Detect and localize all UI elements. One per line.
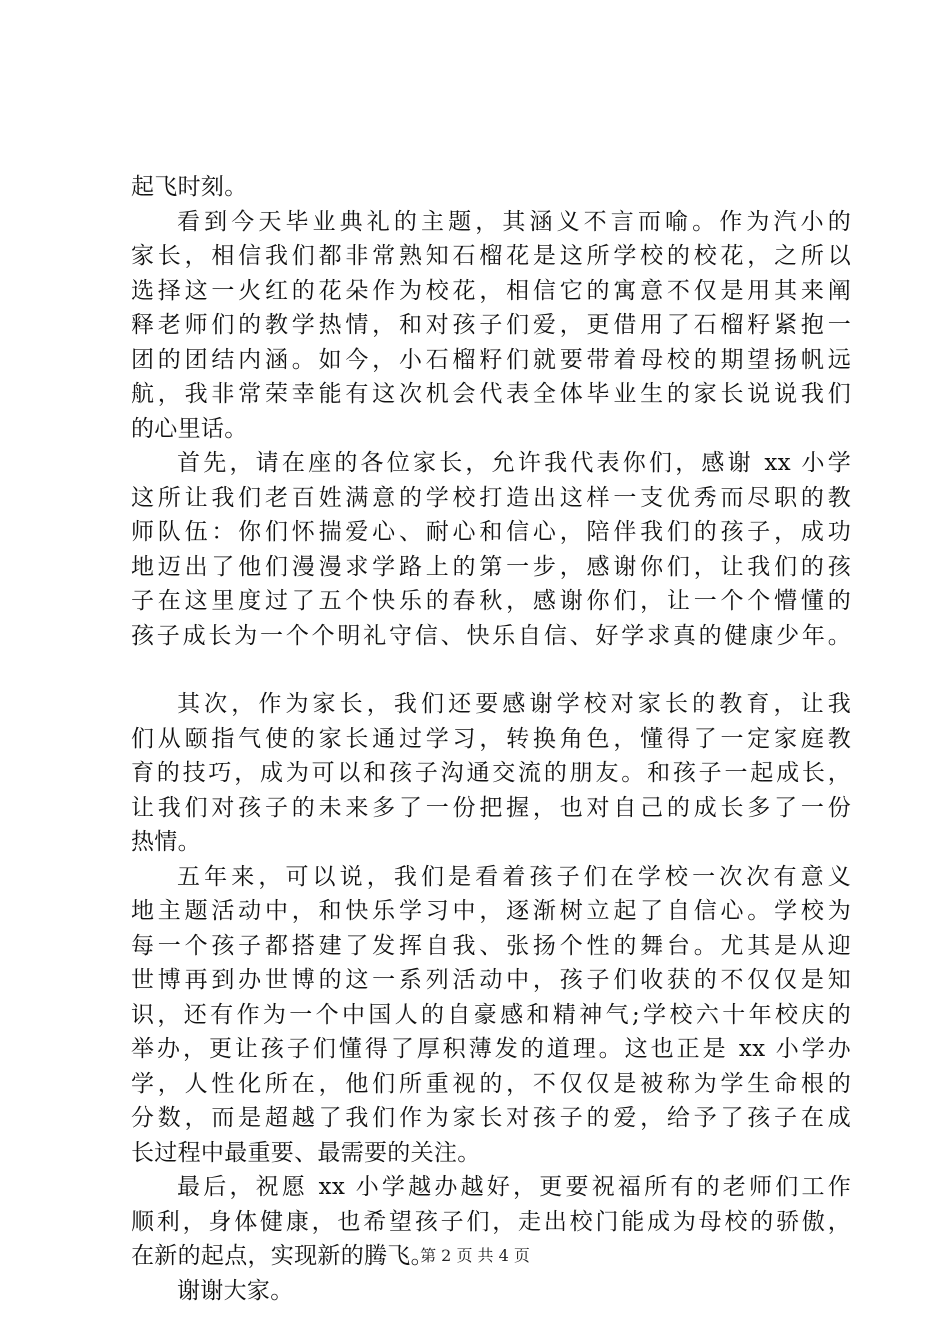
paragraph xyxy=(131,1274,851,1309)
text-line: 五年来，可以说，我们是看着孩子们在学校一次次有意义 xyxy=(177,863,851,890)
text-line: 孩子成长为一个个明礼守信、快乐自信、好学求真的健康少年。 xyxy=(131,622,851,649)
text-line: 每一个孩子都搭建了发挥自我、张扬个性的舞台。尤其是从迎 xyxy=(131,932,851,959)
text-line: 这所让我们老百姓满意的学校打造出这样一支优秀而尽职的教 xyxy=(131,484,851,511)
paragraph-gap xyxy=(131,653,851,687)
text-line: 顺利，身体健康，也希望孩子们，走出校门能成为母校的骄傲， xyxy=(131,1208,851,1235)
text-line: 地主题活动中，和快乐学习中，逐渐树立起了自信心。学校为 xyxy=(131,898,851,924)
text-line: 首先，请在座的各位家长，允许我代表你们，感谢 xx 小学 xyxy=(177,450,851,476)
text-line: 让我们对孩子的未来多了一份把握，也对自己的成长多了一份 xyxy=(131,794,851,821)
text-line: 地迈出了他们漫漫求学路上的第一步，感谢你们，让我们的孩 xyxy=(131,553,851,580)
paragraph xyxy=(131,205,851,447)
text-line: 们从颐指气使的家长通过学习，转换角色，懂得了一定家庭教 xyxy=(131,725,851,752)
document-body xyxy=(131,170,851,1308)
text-line: 选择这一火红的花朵作为校花，相信它的寓意不仅是用其来阐 xyxy=(131,277,851,304)
text-line: 长过程中最重要、最需要的关注。 xyxy=(131,1139,481,1166)
text-line: 子在这里度过了五个快乐的春秋，感谢你们，让一个个懵懂的 xyxy=(131,588,851,614)
text-line: 看到今天毕业典礼的主题，其涵义不言而喻。作为汽小的 xyxy=(177,208,851,235)
paragraph xyxy=(131,170,851,205)
text-line: 航，我非常荣幸能有这次机会代表全体毕业生的家长说说我们 xyxy=(131,381,851,407)
text-line: 的心里话。 xyxy=(131,415,248,442)
text-line: 谢谢大家。 xyxy=(177,1277,294,1304)
page-footer xyxy=(0,1243,950,1266)
text-line: 家长，相信我们都非常熟知石榴花是这所学校的校花，之所以 xyxy=(131,243,851,269)
text-line: 师队伍：你们怀揣爱心、耐心和信心，陪伴我们的孩子，成功 xyxy=(131,519,851,545)
text-line: 育的技巧，成为可以和孩子沟通交流的朋友。和孩子一起成长， xyxy=(131,760,851,786)
text-line: 举办，更让孩子们懂得了厚积薄发的道理。这也正是 xx 小学办 xyxy=(131,1036,851,1062)
text-line: 最后，祝愿 xx 小学越办越好，更要祝福所有的老师们工作 xyxy=(177,1174,851,1200)
paragraph xyxy=(131,860,851,1171)
text-line: 释老师们的教学热情，和对孩子们爱，更借用了石榴籽紧抱一 xyxy=(131,312,851,338)
text-line: 分数，而是超越了我们作为家长对孩子的爱，给予了孩子在成 xyxy=(131,1105,851,1131)
text-line: 世博再到办世博的这一系列活动中，孩子们收获的不仅仅是知 xyxy=(131,967,851,993)
text-line: 学，人性化所在，他们所重视的，不仅仅是被称为学生命根的 xyxy=(131,1070,851,1097)
text-line: 热情。 xyxy=(131,829,201,855)
text-line: 团的团结内涵。如今，小石榴籽们就要带着母校的期望扬帆远 xyxy=(131,346,851,373)
paragraph xyxy=(131,687,851,860)
text-line: 在新的起点，实现新的腾飞。 xyxy=(131,1243,434,1269)
text-line: 识，还有作为一个中国人的自豪感和精神气;学校六十年校庆的 xyxy=(131,1001,851,1028)
text-line: 起飞时刻。 xyxy=(131,174,248,200)
text-line: 其次，作为家长，我们还要感谢学校对家长的教育，让我 xyxy=(177,691,851,717)
paragraph xyxy=(131,446,851,653)
page-number-label: 第 2 页 共 4 页 xyxy=(420,1246,530,1265)
